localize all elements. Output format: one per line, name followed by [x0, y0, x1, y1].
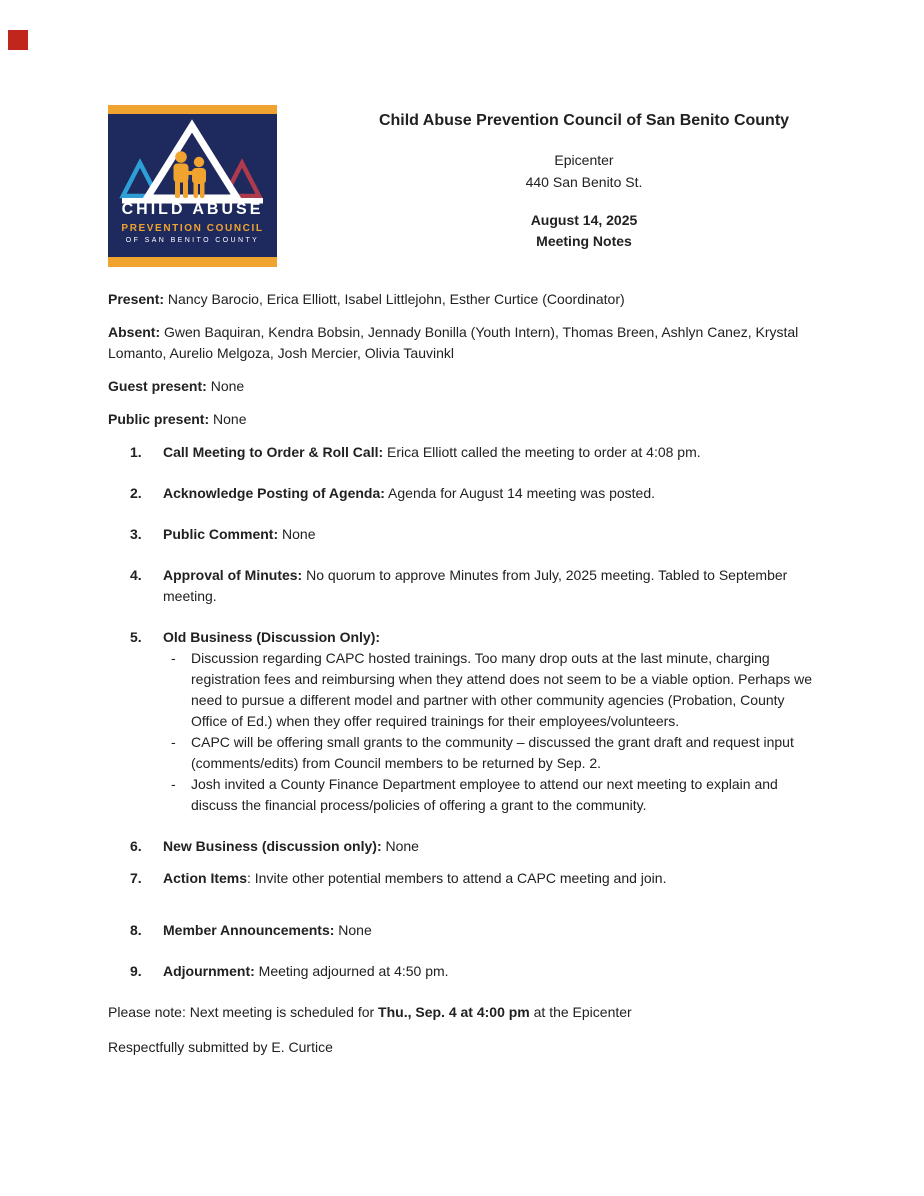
bullet-text: Josh invited a County Finance Department employee to attend our next meeting to explain and discuss the financial process/policies of offering a grant to the community. — [191, 776, 778, 813]
attendance-text: Gwen Baquiran, Kendra Bobsin, Jennady Bonilla (Youth Intern), Thomas Breen, Ashlyn Canez, Krystal Lomanto, Aurelio Melgoza, Josh Mercier, Olivia Tauvinkl — [108, 324, 799, 361]
agenda-label: Acknowledge Posting of Agenda: — [163, 485, 385, 501]
signature-line: Respectfully submitted by E. Curtice — [108, 1039, 333, 1055]
logo-top-bar — [108, 105, 277, 114]
bullet-row — [163, 774, 816, 816]
next-meeting-note — [108, 1002, 816, 1023]
agenda-text: None — [381, 838, 419, 854]
agenda-text: Meeting adjourned at 4:50 pm. — [254, 963, 449, 979]
attendance-label: Public present: — [108, 411, 210, 427]
attendance-label: Present: — [108, 291, 165, 307]
capc-logo-emblem-icon — [108, 114, 277, 206]
agenda-sub-bullets — [163, 648, 816, 816]
note-bold: Thu., Sep. 4 at 4:00 pm — [378, 1004, 530, 1020]
attendance-text: None — [206, 378, 245, 394]
agenda-number: 2. — [130, 485, 142, 501]
agenda-item-7 — [108, 868, 816, 889]
agenda-text: : Invite other potential members to attend a CAPC meeting and join. — [247, 870, 667, 886]
agenda-text: No quorum to approve Minutes from July, 2025 meeting. Tabled to September meeting. — [163, 567, 788, 604]
agenda-label: Public Comment: — [163, 526, 279, 542]
agenda-number: 9. — [130, 963, 142, 979]
agenda-number: 5. — [130, 629, 142, 645]
agenda-item-4 — [108, 565, 816, 607]
attendance-row-absent — [108, 322, 816, 364]
agenda-item-8 — [108, 920, 816, 941]
agenda-text: Agenda for August 14 meeting was posted. — [384, 485, 656, 501]
agenda-label: Old Business (Discussion Only): — [163, 629, 381, 645]
bullet-dash: - — [171, 776, 176, 792]
org-title: Child Abuse Prevention Council of San Benito County — [378, 112, 790, 129]
attendance-label: Absent: — [108, 324, 161, 340]
agenda-number: 4. — [130, 567, 142, 583]
bullet-dash: - — [171, 650, 176, 666]
venue: Epicenter — [554, 152, 614, 168]
agenda-item-1 — [108, 442, 816, 463]
agenda-label: Adjournment: — [163, 963, 255, 979]
agenda-text: None — [334, 922, 372, 938]
attendance-label: Guest present: — [108, 378, 207, 394]
agenda-number: 7. — [130, 870, 142, 886]
attendance-row-public — [108, 409, 816, 430]
doc-type: Meeting Notes — [536, 233, 632, 249]
agenda-label: Member Announcements: — [163, 922, 335, 938]
bullet-row — [163, 732, 816, 774]
agenda-label: Action Items — [163, 870, 248, 886]
agenda-label: Call Meeting to Order & Roll Call: — [163, 444, 384, 460]
attendance-text: None — [209, 411, 247, 427]
attendance-row-present — [108, 289, 816, 310]
agenda-list — [108, 442, 816, 982]
agenda-number: 3. — [130, 526, 142, 542]
bullet-text: CAPC will be offering small grants to the community – discussed the grant draft and request input (comments/edits) from Council members to be returned by Sep. 2. — [191, 734, 794, 771]
agenda-text: Erica Elliott called the meeting to order at 4:08 pm. — [383, 444, 701, 460]
agenda-label: New Business (discussion only): — [163, 838, 382, 854]
meeting-date: August 14, 2025 — [530, 212, 638, 228]
logo-line1: CHILD ABUSE — [121, 201, 264, 218]
agenda-number: 1. — [130, 444, 142, 460]
note-pre: Please note: Next meeting is scheduled for — [108, 1004, 379, 1020]
logo-line2: PREVENTION COUNCIL — [121, 223, 264, 234]
agenda-label: Approval of Minutes: — [163, 567, 303, 583]
note-post: at the Epicenter — [529, 1004, 632, 1020]
document-body — [108, 289, 816, 1072]
logo-bottom-bar — [108, 257, 277, 267]
bullet-text: Discussion regarding CAPC hosted trainings. Too many drop outs at the last minute, charging registration fees and reimbursing when they attend does not seem to be a viable option. Perhaps we need to pursue a different model and partner with other community agencies (Probation, County Office of Ed.) when they offer required trainings for their employees/volunteers. — [191, 650, 813, 729]
document-header — [352, 111, 816, 252]
agenda-number: 6. — [130, 838, 142, 854]
agenda-item-9 — [108, 961, 816, 982]
attendance-row-guest — [108, 376, 816, 397]
red-square-marker — [8, 30, 28, 50]
agenda-item-3 — [108, 524, 816, 545]
logo-line3: OF SAN BENITO COUNTY — [125, 237, 260, 244]
agenda-item-2 — [108, 483, 816, 504]
bullet-row — [163, 648, 816, 732]
address: 440 San Benito St. — [525, 174, 643, 190]
agenda-text: None — [278, 526, 316, 542]
bullet-dash: - — [171, 734, 176, 750]
attendance-text: Nancy Barocio, Erica Elliott, Isabel Littlejohn, Esther Curtice (Coordinator) — [164, 291, 625, 307]
agenda-number: 8. — [130, 922, 142, 938]
agenda-item-6 — [108, 836, 816, 857]
capc-logo — [108, 105, 277, 267]
agenda-item-5 — [108, 627, 816, 816]
white-triangle-icon — [147, 126, 237, 198]
